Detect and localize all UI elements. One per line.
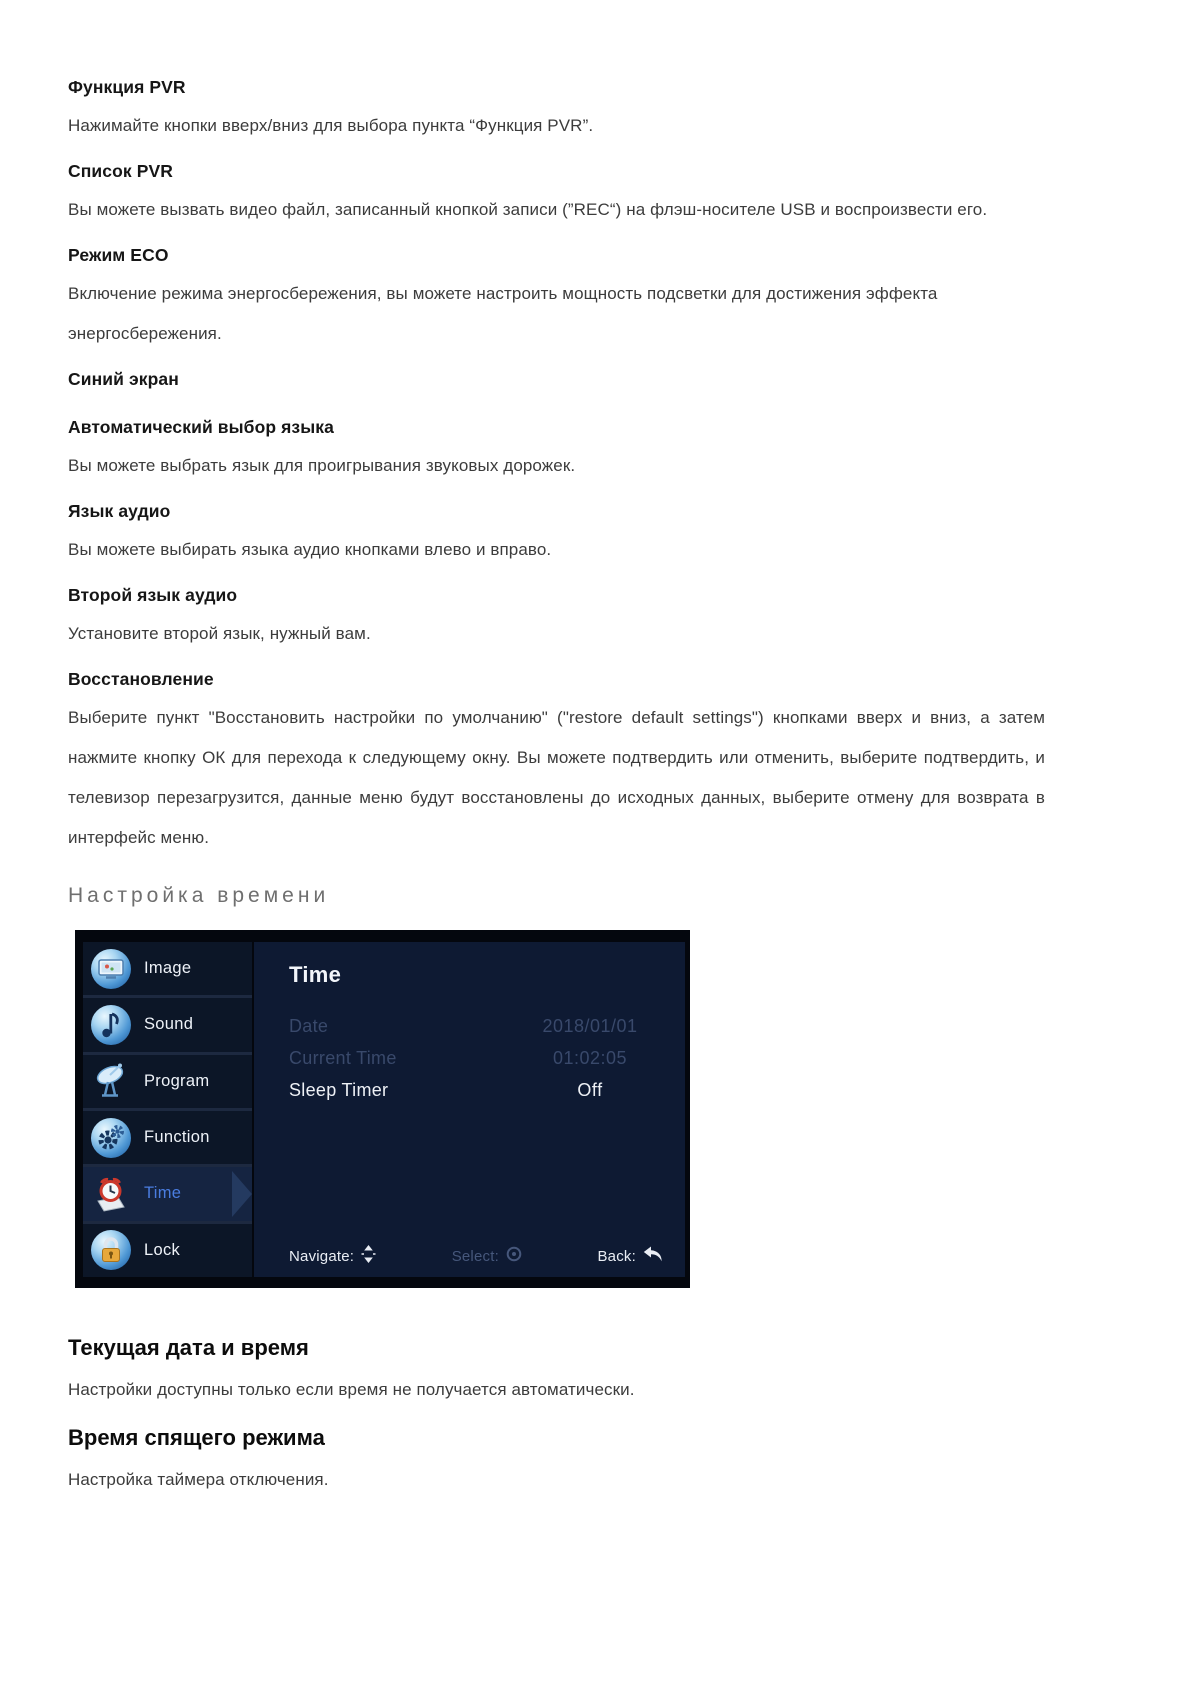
paragraph-restore: Выберите пункт "Восстановить настройки по умолчанию" ("restore default settings") кнопками вверх и вниз, а затем нажмите кнопку ОК для перехода к следующему окну. Вы можете подтвердить или отменить, выберите подтвердить, и телевизор перезагрузится, данные меню будут восстановлены до исходных данных, выберите отмену для возврата в интерфейс меню.	[68, 708, 1045, 847]
hint-label: Select:	[451, 1247, 499, 1265]
select-ok-icon	[506, 1246, 522, 1266]
sidebar-item-label: Lock	[144, 1240, 181, 1259]
time-icon	[91, 1174, 131, 1214]
row-sleep-timer[interactable]	[289, 1074, 685, 1106]
paragraph-eco-mode: Включение режима энергосбережения, вы можете настроить мощность подсветки для достижения эффекта энергосбережения.	[68, 284, 938, 343]
paragraph-pvr-function: Нажимайте кнопки вверх/вниз для выбора пункта “Функция PVR”.	[68, 116, 594, 135]
paragraph-sleep-mode-time: Настройка таймера отключения.	[68, 1470, 329, 1489]
paragraph-audio-language: Вы можете выбирать языка аудио кнопками влево и вправо.	[68, 540, 552, 559]
paragraph-second-audio: Установите второй язык, нужный вам.	[68, 624, 371, 643]
navigate-updown-icon	[361, 1245, 376, 1267]
sidebar-item-label: Image	[144, 959, 192, 978]
tv-menu-screenshot	[75, 930, 690, 1288]
lock-icon	[91, 1230, 131, 1270]
row-label: Current Time	[289, 1047, 397, 1068]
image-icon	[91, 949, 131, 989]
sidebar-item-label: Sound	[144, 1015, 194, 1034]
sidebar-item-time[interactable]	[83, 1167, 252, 1223]
tv-sidebar	[83, 942, 252, 1277]
row-date	[289, 1010, 685, 1042]
row-current-time	[289, 1042, 685, 1074]
settings-rows	[289, 1010, 685, 1106]
heading-pvr-function: Функция PVR	[68, 77, 186, 97]
sidebar-item-label: Function	[144, 1128, 210, 1147]
paragraph-pvr-list: Вы можете вызвать видео файл, записанный кнопкой записи (”REC“) на флэш-носителе USB и воспроизвести его.	[68, 200, 988, 219]
heading-eco-mode: Режим ECO	[68, 245, 169, 265]
row-value: Off	[577, 1079, 603, 1100]
heading-restore: Восстановление	[68, 669, 214, 689]
heading-sleep-mode-time: Время спящего режима	[68, 1425, 325, 1450]
paragraph-auto-language: Вы можете выбрать язык для проигрывания звуковых дорожек.	[68, 456, 576, 475]
heading-auto-language: Автоматический выбор языка	[68, 417, 334, 437]
hint-label: Navigate:	[289, 1247, 355, 1265]
row-value: 01:02:05	[552, 1047, 628, 1068]
sidebar-item-image[interactable]	[83, 942, 252, 998]
heading-current-date-time: Текущая дата и время	[68, 1335, 309, 1360]
panel-title: Time	[289, 962, 342, 987]
heading-audio-language: Язык аудио	[68, 501, 171, 521]
paragraph-current-date-time: Настройки доступны только если время не получается автоматически.	[68, 1380, 635, 1399]
section-heading-time-settings: Настройка времени	[68, 884, 330, 907]
hint-label: Back:	[597, 1247, 636, 1265]
tv-footer-hints	[289, 1245, 663, 1267]
sidebar-item-label: Program	[144, 1071, 210, 1090]
hint-select	[452, 1246, 522, 1266]
back-arrow-icon	[643, 1246, 663, 1266]
sound-icon	[91, 1005, 131, 1045]
sidebar-item-lock[interactable]	[83, 1224, 252, 1277]
sidebar-item-function[interactable]	[83, 1111, 252, 1167]
hint-navigate	[289, 1245, 376, 1267]
row-label: Date	[289, 1015, 329, 1036]
heading-pvr-list: Список PVR	[68, 161, 173, 181]
row-label: Sleep Timer	[289, 1079, 389, 1100]
hint-back	[597, 1246, 663, 1266]
function-icon	[91, 1118, 131, 1158]
sidebar-item-program[interactable]	[83, 1055, 252, 1111]
program-icon	[91, 1061, 131, 1101]
row-value: 2018/01/01	[542, 1015, 638, 1036]
sidebar-item-label: Time	[144, 1184, 182, 1203]
sidebar-item-sound[interactable]	[83, 998, 252, 1054]
heading-second-audio: Второй язык аудио	[68, 585, 238, 605]
tv-time-panel	[254, 942, 685, 1277]
heading-blue-screen: Синий экран	[68, 369, 179, 389]
